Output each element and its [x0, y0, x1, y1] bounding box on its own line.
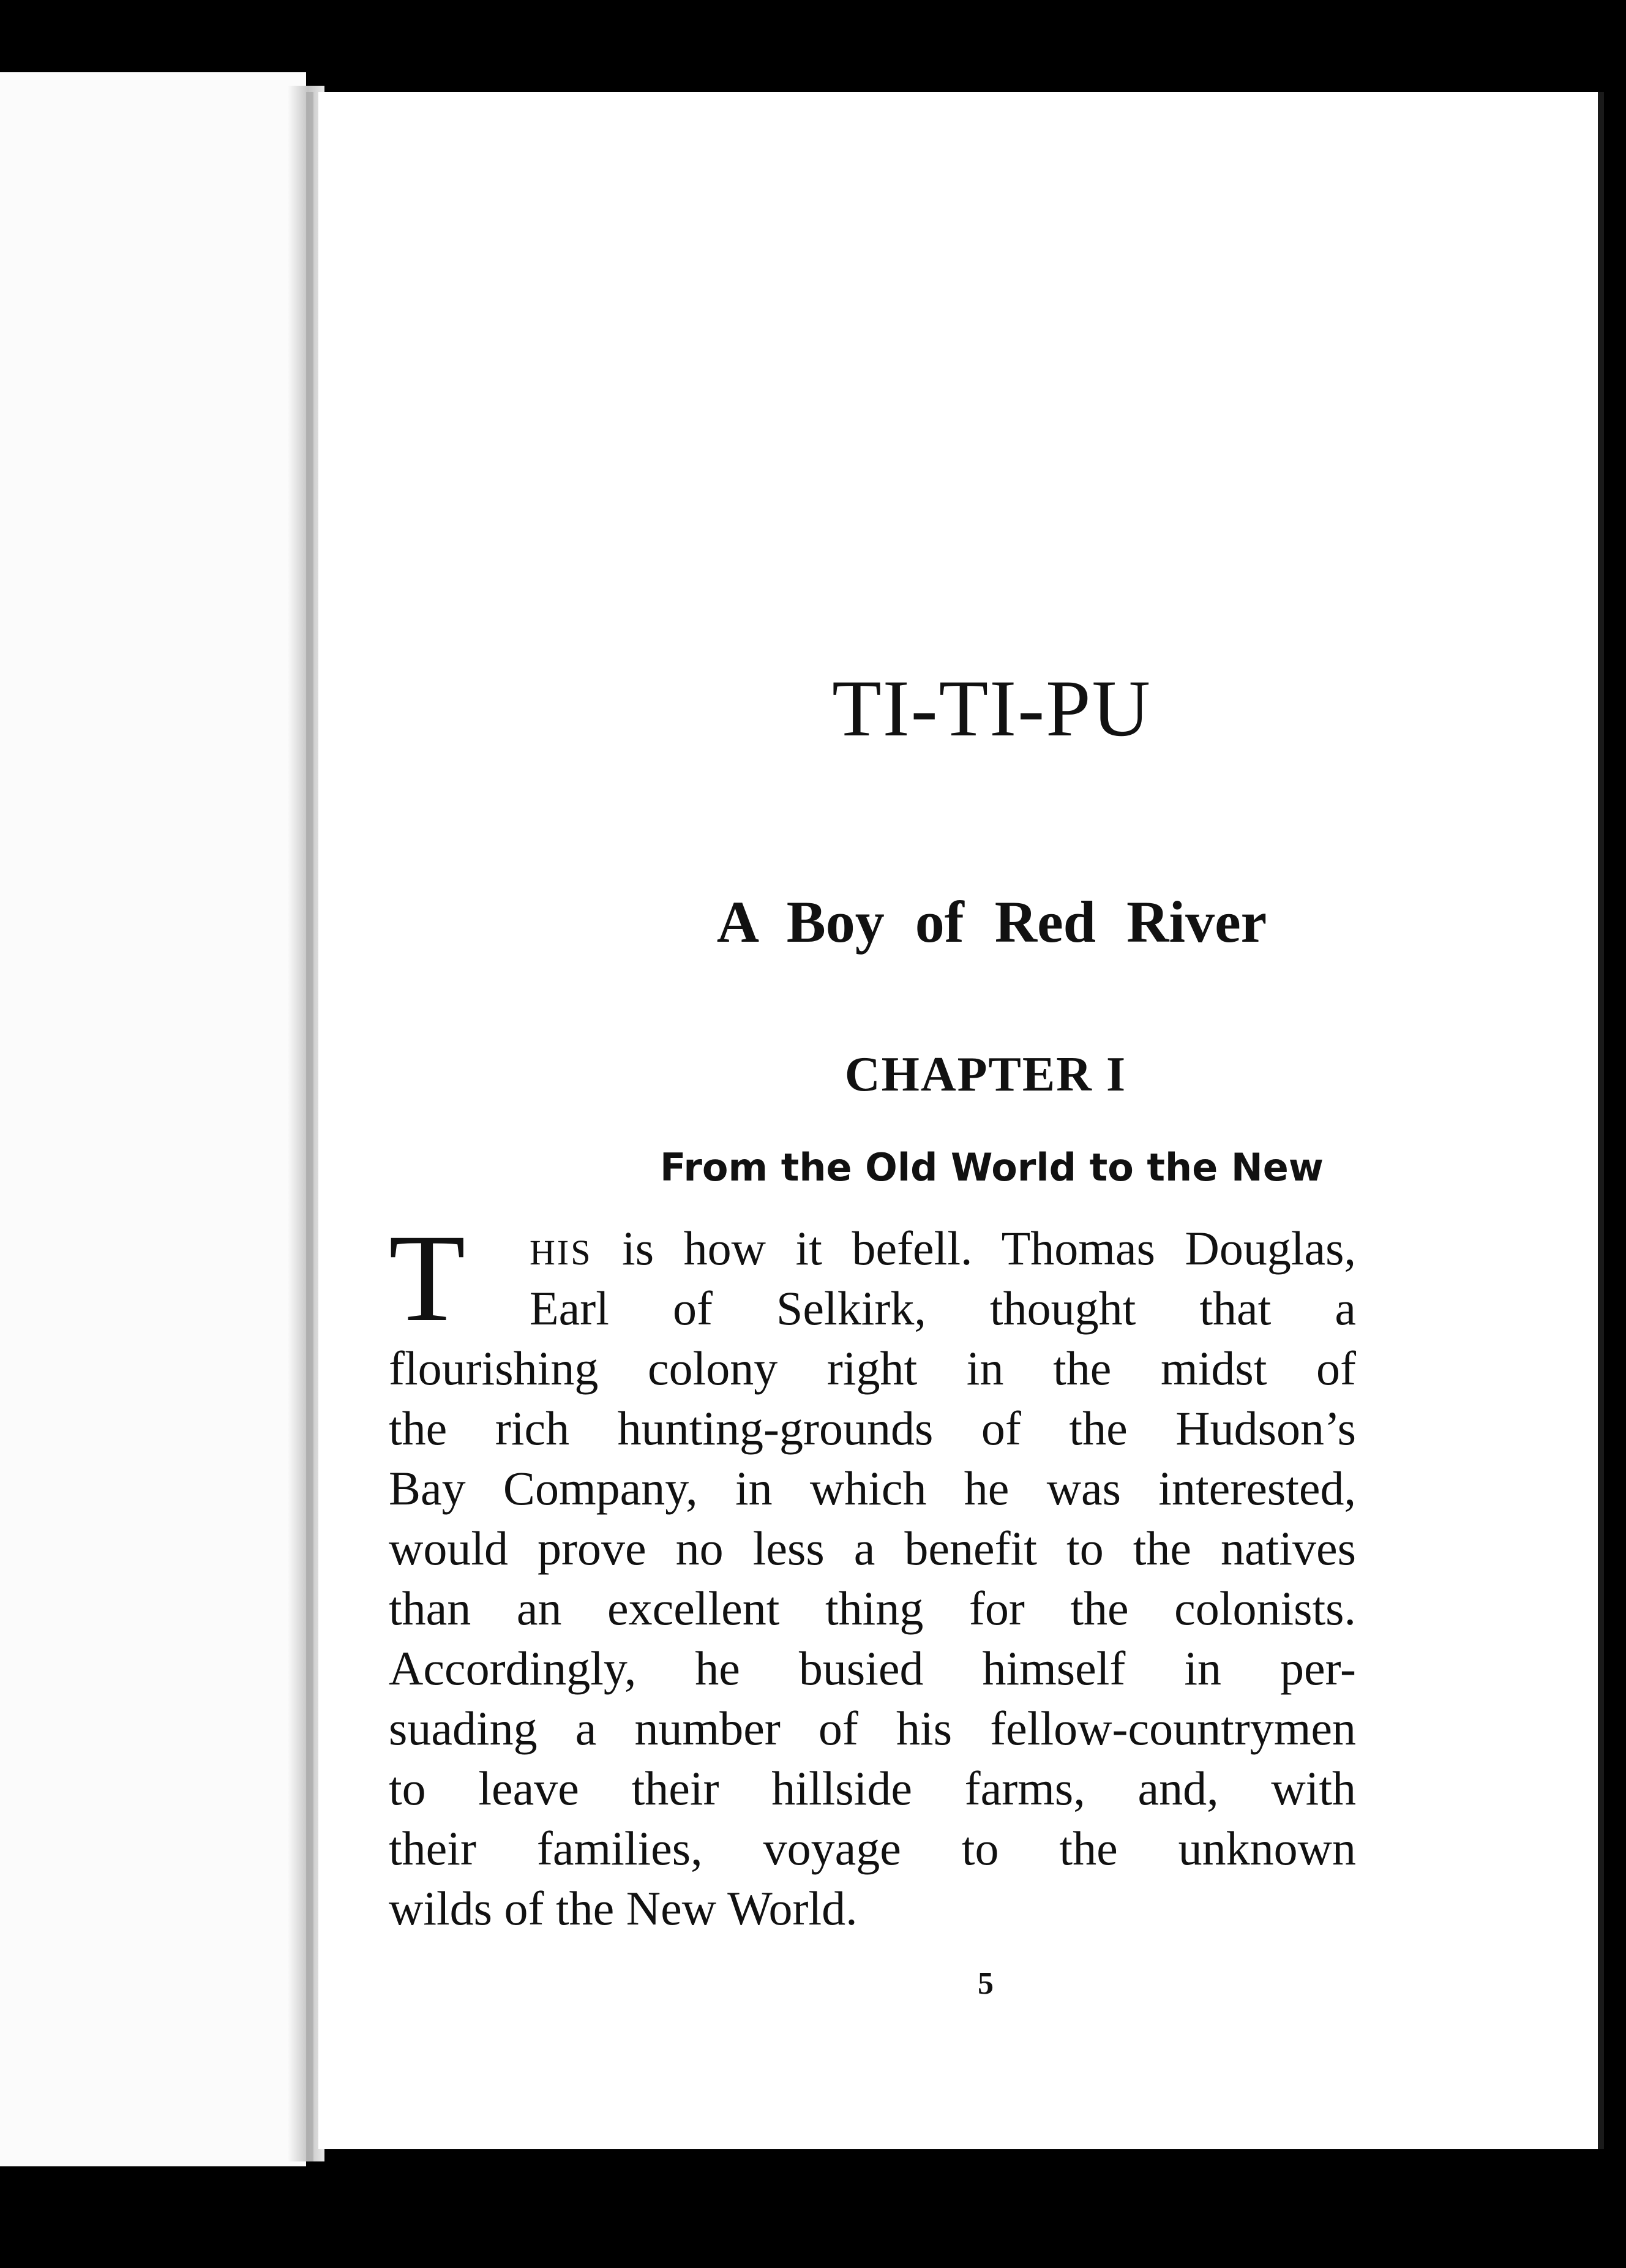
- opening-lines: [389, 1209, 1356, 1348]
- chapter-label: CHAPTER I: [844, 1048, 1127, 1102]
- drop-cap: T: [389, 1209, 466, 1348]
- paragraph-line: [389, 1218, 1356, 1279]
- paragraph-line: suading a number of his fellow-countrymen: [389, 1702, 1356, 1755]
- lead-small-caps: HIS: [530, 1233, 593, 1272]
- paragraph-line: than an excellent thing for the colonists.: [389, 1582, 1356, 1635]
- paragraph-line: flourishing colony right in the midst of: [389, 1342, 1356, 1395]
- paragraph-line: wilds of the New World.: [389, 1882, 858, 1935]
- book-page: [318, 92, 1604, 2149]
- book-subtitle: A Boy of Red River: [716, 889, 1267, 955]
- chapter-paragraph: [389, 1209, 1356, 1939]
- paragraph-line: would prove no less a benefit to the natives: [389, 1522, 1356, 1575]
- paragraph-line: Accordingly, he busied himself in per-: [389, 1642, 1356, 1695]
- paragraph-line: Earl of Selkirk, thought that a: [530, 1282, 1356, 1335]
- book-gutter-line: [306, 92, 313, 2161]
- previous-page-margin: [0, 72, 306, 2166]
- paragraph-line: to leave their hillside farms, and, with: [389, 1762, 1356, 1815]
- paragraph-line: Bay Company, in which he was interested,: [389, 1462, 1356, 1515]
- paragraph-line: their families, voyage to the unknown: [389, 1822, 1356, 1875]
- chapter-title: From the Old World to the New: [659, 1145, 1324, 1190]
- book-title: TI-TI-PU: [832, 663, 1152, 753]
- page-number: 5: [978, 1966, 994, 2001]
- paragraph-line: the rich hunting-grounds of the Hudson’s: [389, 1402, 1356, 1455]
- line-text: is how it befell. Thomas Douglas,: [592, 1222, 1356, 1275]
